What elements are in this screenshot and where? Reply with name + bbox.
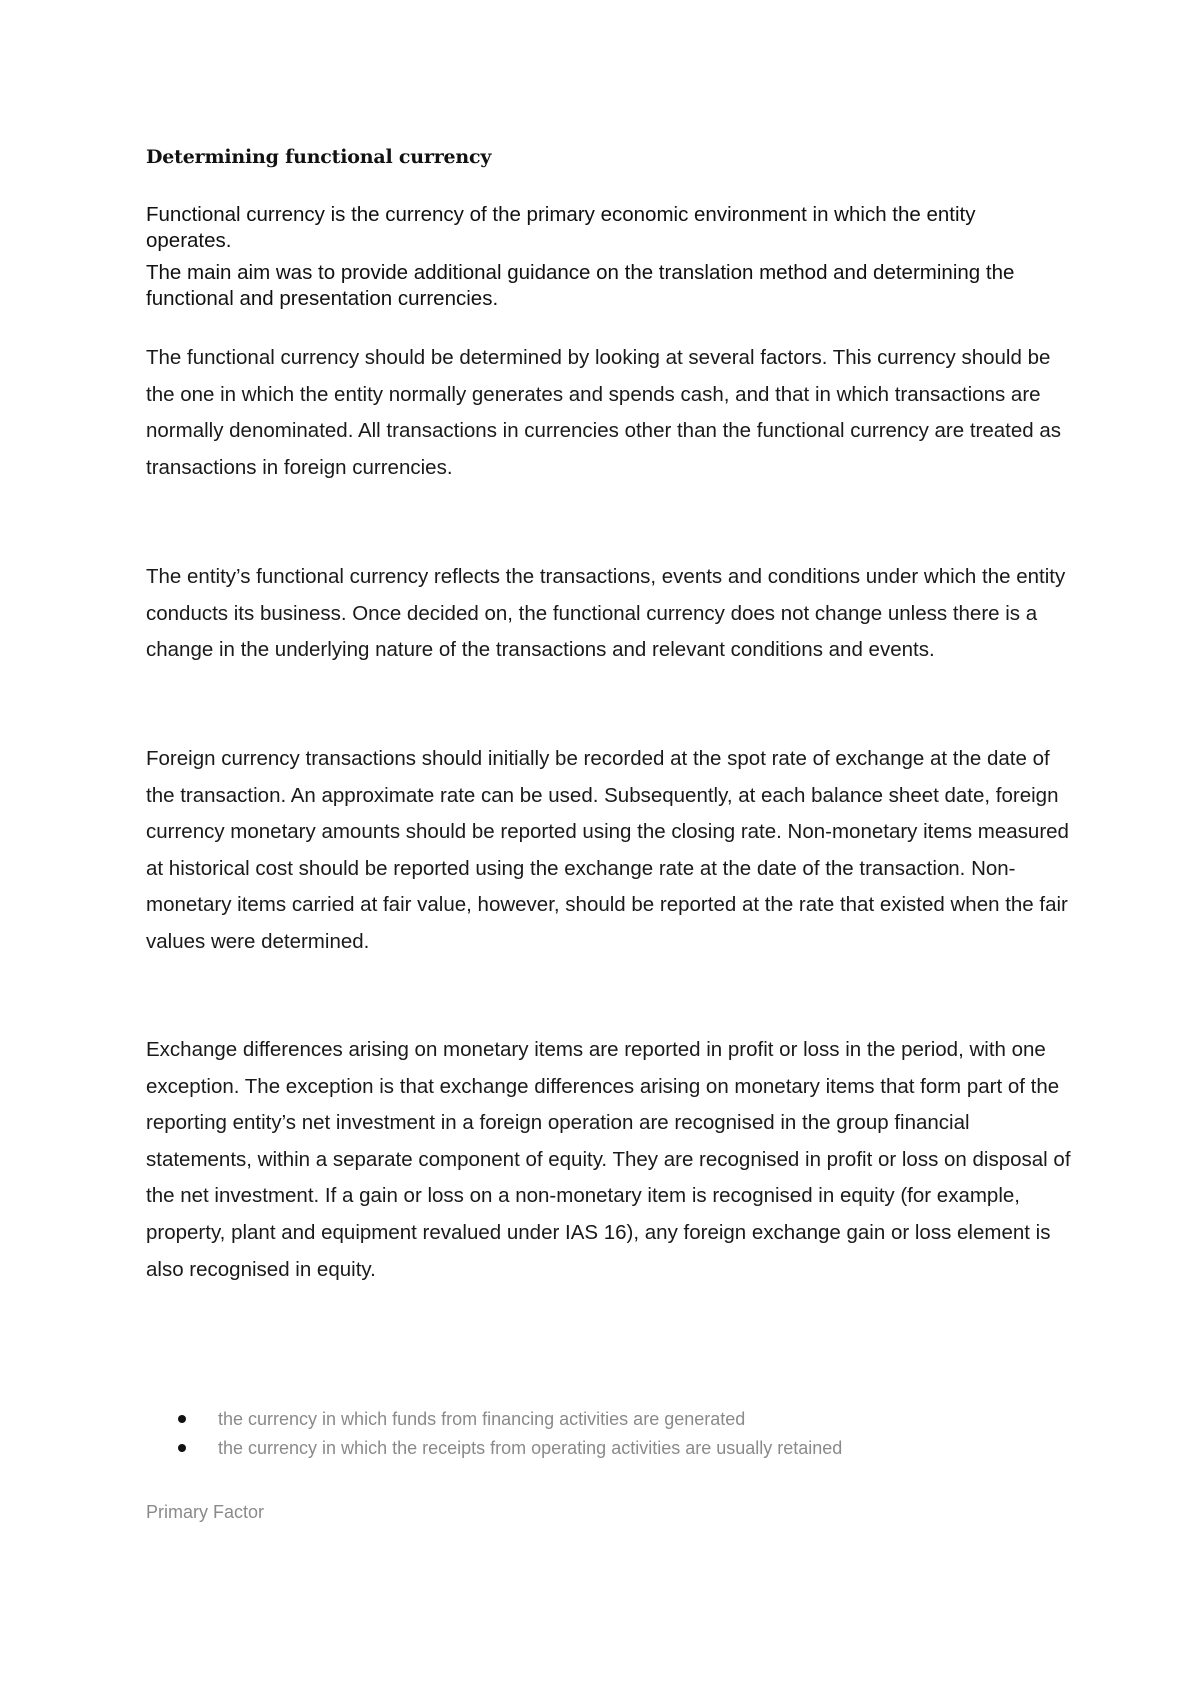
list-item-text: the currency in which the receipts from operating activities are usually retained bbox=[218, 1438, 843, 1458]
bullet-list bbox=[178, 1405, 842, 1463]
paragraph-reflects: The entity’s functional currency reflects the transactions, events and conditions under which the entity conducts its business. Once decided on, the functional currency does not change unless there is a change in the underlying nature of the transactions and relevant conditions and events. bbox=[146, 565, 1066, 662]
bullet-icon bbox=[178, 1444, 186, 1452]
paragraph-exchange-differences: Exchange differences arising on monetary items are reported in profit or loss in the period, with one exception. The exception is that exchange differences arising on monetary items that form part of the reporting entity’s net investment in a foreign operation are recognised in the group financial statements, within a separate component of equity. They are recognised in profit or loss on disposal of the net investment. If a gain or loss on a non-monetary item is recognised in equity (for example, property, plant and equipment revalued under IAS 16), any foreign exchange gain or loss element is also recognised in equity. bbox=[146, 1038, 1071, 1281]
document-title: Determining functional currency bbox=[146, 146, 492, 168]
lead-aim: The main aim was to provide additional guidance on the translation method and determining the functional and presentation currencies. bbox=[146, 261, 1015, 310]
paragraph-transactions: Foreign currency transactions should initially be recorded at the spot rate of exchange at the date of the transaction. An approximate rate can be used. Subsequently, at each balance sheet date, foreign currency monetary amounts should be reported using the closing rate. Non-monetary items measured at historical cost should be reported using the exchange rate at the date of the transaction. Non-monetary items carried at fair value, however, should be reported at the rate that existed when the fair values were determined. bbox=[146, 747, 1069, 953]
primary-factor-label: Primary Factor bbox=[146, 1502, 265, 1522]
lead-definition: Functional currency is the currency of the primary economic environment in which the entity operates. bbox=[146, 203, 976, 252]
paragraph-determination: The functional currency should be determined by looking at several factors. This currency should be the one in which the entity normally generates and spends cash, and that in which transactions are normally denominated. All transactions in currencies other than the functional currency are treated as transactions in foreign currencies. bbox=[146, 346, 1062, 479]
list-item bbox=[178, 1434, 842, 1463]
list-item bbox=[178, 1405, 842, 1434]
list-item-text: the currency in which funds from financing activities are generated bbox=[218, 1409, 746, 1429]
bullet-icon bbox=[178, 1415, 186, 1423]
